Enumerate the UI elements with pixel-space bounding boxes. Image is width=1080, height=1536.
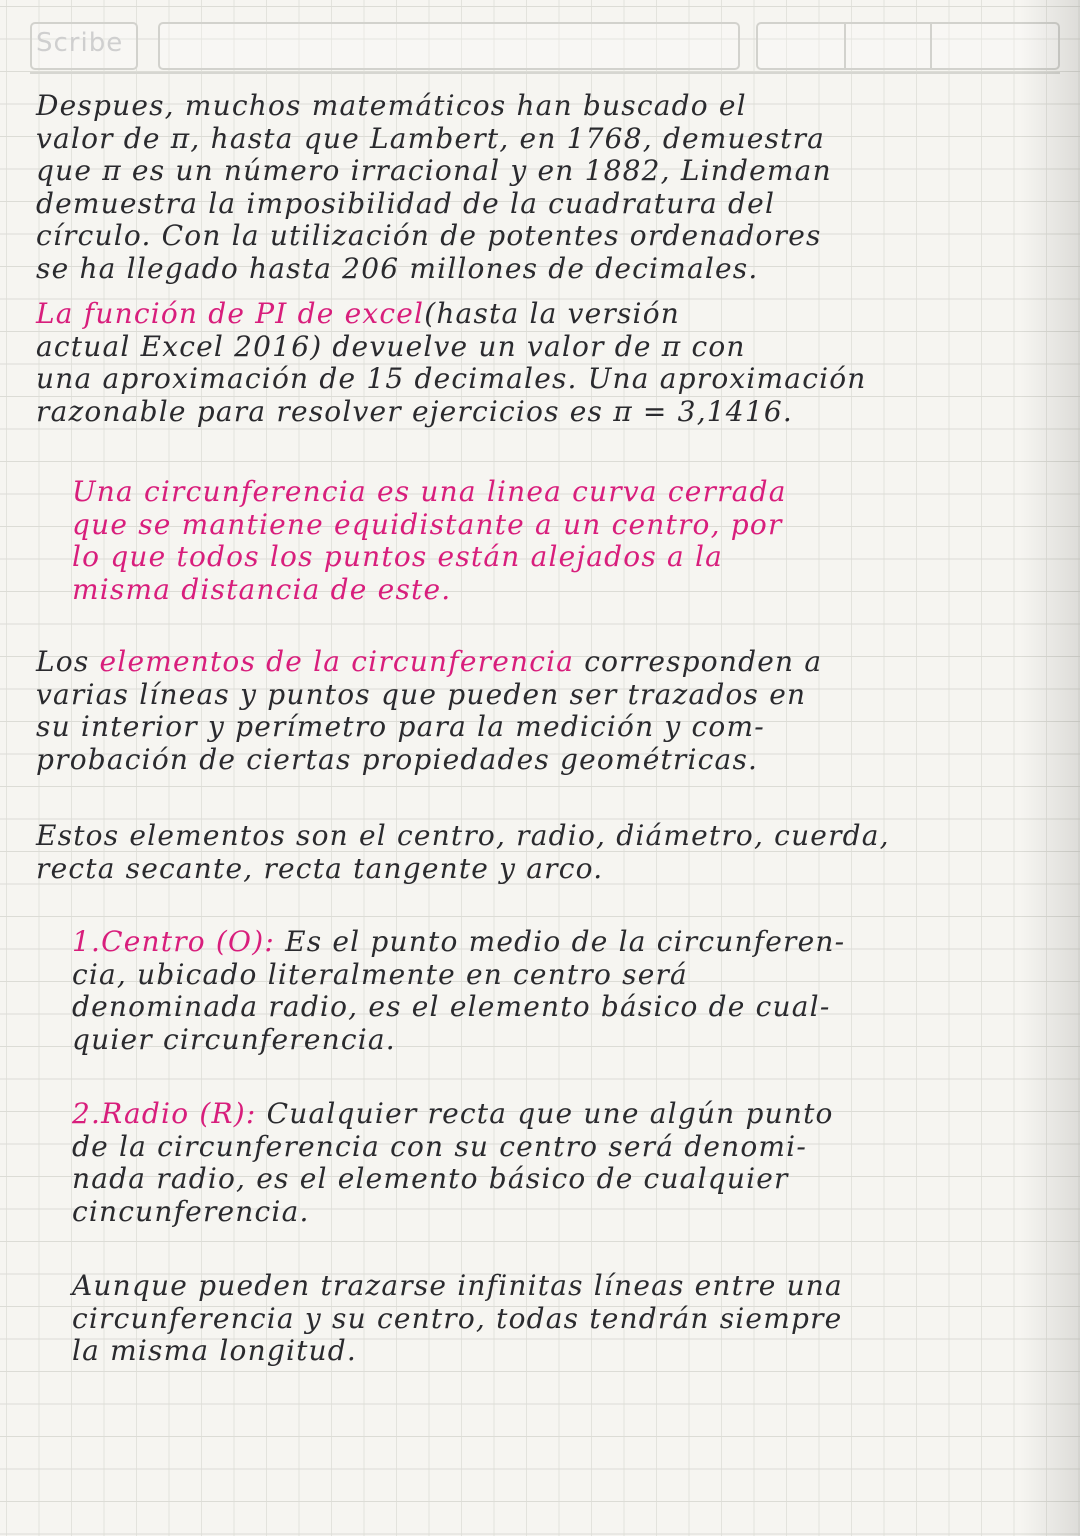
- highlight-text: elementos de la circunferencia: [99, 645, 575, 678]
- text-line: Una circunferencia es una linea curva cerrada: [72, 475, 787, 508]
- text-line: demuestra la imposibilidad de la cuadratura del: [36, 186, 776, 220]
- page-header: [30, 16, 1060, 72]
- text-line: cincunferencia.: [72, 1194, 310, 1228]
- text-line: la misma longitud.: [72, 1334, 358, 1368]
- paragraph-excel-pi: [36, 298, 1026, 428]
- date-divider: [930, 24, 932, 68]
- paragraph-pi-history: [36, 90, 1026, 286]
- text-line: denominada radio, es el elemento básico de cual-: [72, 990, 831, 1024]
- text-line: valor de π, hasta que Lambert, en 1768, demuestra: [36, 121, 826, 155]
- paragraph-circumference-definition: [36, 476, 1062, 606]
- text-line: varias líneas y puntos que pueden ser trazados en: [36, 677, 807, 711]
- paragraph-radio: [36, 1098, 1062, 1228]
- date-field: [756, 22, 1060, 70]
- text-line: actual Excel 2016) devuelve un valor de π con: [36, 329, 746, 363]
- brand-logo: Scribe: [36, 28, 124, 58]
- text-segment: Los: [36, 645, 100, 678]
- text-line: misma distancia de este.: [72, 572, 452, 606]
- text-line: que se mantiene equidistante a un centro, por: [72, 507, 783, 541]
- text-line: se ha llegado hasta 206 millones de decimales.: [36, 251, 759, 285]
- text-line: probación de ciertas propiedades geométricas.: [36, 742, 759, 776]
- paragraph-elements-list: [36, 820, 1026, 885]
- paragraph-elements-intro: [36, 646, 1026, 776]
- text-line: cia, ubicado literalmente en centro será: [72, 957, 688, 991]
- text-line: Estos elementos son el centro, radio, diámetro, cuerda,: [36, 819, 890, 852]
- highlight-text: 1.Centro (O):: [72, 925, 275, 958]
- text-line: que π es un número irracional y en 1882, Lindeman: [36, 154, 832, 188]
- text-segment: Es el punto medio de la circunferen-: [274, 925, 846, 958]
- paragraph-centro: [36, 926, 1062, 1056]
- text-line: circunferencia y su centro, todas tendrán siempre: [72, 1301, 843, 1335]
- text-line: nada radio, es el elemento básico de cualquier: [72, 1162, 789, 1196]
- text-line: de la circunferencia con su centro será denomi-: [72, 1129, 807, 1163]
- text-line: quier circunferencia.: [72, 1022, 396, 1056]
- text-line: [72, 926, 1062, 959]
- text-line: una aproximación de 15 decimales. Una aproximación: [36, 362, 867, 396]
- text-line: recta secante, recta tangente y arco.: [36, 851, 604, 885]
- text-line: razonable para resolver ejercicios es π = 3,1416.: [36, 394, 793, 428]
- header-rule: [30, 72, 1060, 74]
- text-line: Aunque pueden trazarse infinitas líneas entre una: [72, 1269, 843, 1302]
- title-field: [158, 22, 740, 70]
- text-line: [72, 1098, 1062, 1131]
- text-line: [36, 646, 1026, 679]
- highlight-text: La función de PI de excel: [36, 297, 425, 330]
- text-line: [36, 298, 1026, 331]
- highlight-text: 2.Radio (R):: [72, 1097, 257, 1130]
- text-segment: corresponden a: [574, 645, 823, 678]
- date-divider: [844, 24, 846, 68]
- text-line: lo que todos los puntos están alejados a la: [72, 540, 724, 574]
- text-line: su interior y perímetro para la medición y com-: [36, 710, 765, 744]
- text-segment: Cualquier recta que une algún punto: [256, 1097, 834, 1130]
- text-line: círculo. Con la utilización de potentes ordenadores: [36, 219, 822, 253]
- text-segment: (hasta la versión: [424, 297, 681, 330]
- text-line: Despues, muchos matemáticos han buscado el: [36, 89, 747, 122]
- paragraph-infinite-lines: [36, 1270, 1062, 1368]
